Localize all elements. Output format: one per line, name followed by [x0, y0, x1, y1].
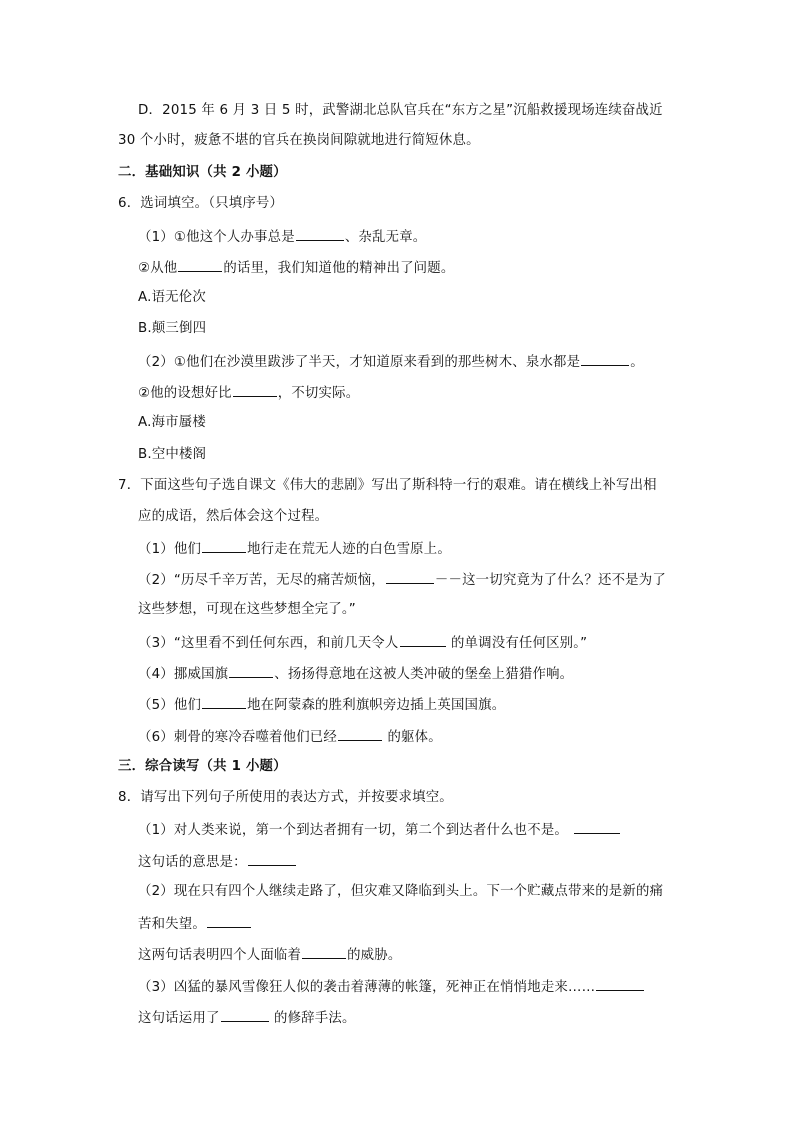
q7-s5-pre: （5）他们	[138, 698, 202, 713]
q7-sentence-4	[138, 663, 573, 685]
q7-stem-line1: 7．下面这些句子选自课文《伟大的悲剧》写出了斯科特一行的艰难。请在横线上补写出相	[118, 478, 657, 493]
q6-p1-b-pre: ②从他	[138, 261, 178, 276]
section-2-heading: 二．基础知识（共 2 小题）	[118, 165, 287, 180]
answer-blank[interactable]	[386, 569, 434, 584]
answer-blank[interactable]	[302, 944, 346, 959]
q7-sentence-2-line2: 这些梦想，可现在这些梦想全完了。”	[138, 602, 356, 617]
q6-option-b2: B.空中楼阁	[138, 447, 207, 462]
q6-p2-sentence-b	[138, 382, 359, 404]
answer-blank[interactable]	[229, 663, 273, 678]
q7-s4-pre: （4）挪威国旗	[138, 667, 229, 682]
q6-p1-b-post: 的话里，我们知道他的精神出了问题。	[223, 261, 455, 276]
q8-sentence-2-follow	[138, 944, 401, 966]
answer-blank[interactable]	[233, 382, 277, 397]
q7-sentence-2	[138, 569, 666, 591]
q6-p2-a-post: 。	[630, 355, 644, 370]
q8-s3-text: （3）凶猛的暴风雪像狂人似的袭击着薄薄的帐篷，死神正在悄悄地走来……	[138, 980, 596, 995]
q8-sentence-1-meaning	[138, 851, 297, 873]
q7-s2-post: －－这一切究竟为了什么？还不是为了	[434, 573, 666, 588]
q8-sentence-3	[138, 976, 645, 998]
answer-blank[interactable]	[207, 913, 251, 928]
q8-stem: 8．请写出下列句子所使用的表达方式，并按要求填空。	[118, 790, 453, 805]
q7-sentence-3	[138, 632, 587, 654]
q8-sentence-1	[138, 819, 621, 841]
q5-option-d-line1: D．2015 年 6 月 3 日 5 时，武警湖北总队官兵在“东方之星”沉船救援现场连续奋战近	[138, 103, 663, 118]
q6-p2-b-pre: ②他的设想好比	[138, 386, 232, 401]
q6-p1-sentence-b	[138, 257, 454, 279]
answer-blank[interactable]	[202, 694, 246, 709]
q7-s4-post: 、扬扬得意地在这被人类冲破的堡垒上猎猎作响。	[274, 667, 574, 682]
q6-option-a1: A.语无伦次	[138, 290, 206, 305]
q7-stem-line2: 应的成语，然后体会这个过程。	[138, 509, 329, 524]
answer-blank[interactable]	[178, 257, 222, 272]
q6-p2-b-post: ，不切实际。	[277, 386, 360, 401]
q7-s3-pre: （3）“这里看不到任何东西，和前几天令人	[138, 636, 399, 651]
q8-s2-line2-text: 苦和失望。	[138, 917, 206, 932]
q8-s3-follow-pre: 这句话运用了	[138, 1011, 220, 1026]
q7-s1-post: 地行走在荒无人迹的白色雪原上。	[247, 542, 451, 557]
answer-blank[interactable]	[221, 1007, 269, 1022]
q7-s1-pre: （1）他们	[138, 542, 202, 557]
q7-s6-pre: （6）刺骨的寒冷吞噬着他们已经	[138, 730, 337, 745]
q7-s5-post: 地在阿蒙森的胜利旗帜旁边插上英国国旗。	[247, 698, 506, 713]
q6-p2-sentence-a	[138, 351, 644, 373]
answer-blank[interactable]	[581, 351, 629, 366]
answer-blank[interactable]	[296, 226, 344, 241]
q8-s2-follow-pre: 这两句话表明四个人面临着	[138, 948, 302, 963]
q8-s2-follow-post: 的威胁。	[347, 948, 402, 963]
q6-option-a2: A.海市蜃楼	[138, 415, 206, 430]
answer-blank[interactable]	[202, 538, 246, 553]
q6-option-b1: B.颠三倒四	[138, 321, 207, 336]
q8-sentence-2-line2	[138, 913, 252, 935]
q7-s3-post: 的单调没有任何区别。”	[446, 636, 588, 651]
q8-s3-follow-post: 的修辞手法。	[269, 1011, 356, 1026]
answer-blank[interactable]	[400, 632, 446, 647]
answer-blank[interactable]	[338, 726, 382, 741]
q8-sentence-2-line1: （2）现在只有四个人继续走路了，但灾难又降临到头上。下一个贮藏点带来的是新的痛	[138, 884, 664, 899]
q8-s1-text: （1）对人类来说，第一个到达者拥有一切，第二个到达者什么也不是。	[138, 823, 569, 838]
q6-p1-a-post: 、杂乱无章。	[344, 230, 427, 245]
q6-p1-sentence-a	[138, 226, 426, 248]
q5-option-d-line2: 30 个小时，疲惫不堪的官兵在换岗间隙就地进行简短休息。	[118, 133, 480, 148]
answer-blank[interactable]	[248, 851, 296, 866]
q7-sentence-5	[138, 694, 505, 716]
q6-p1-a-pre: （1）①他这个人办事总是	[138, 230, 295, 245]
q8-s1-meaning-label: 这句话的意思是：	[138, 855, 247, 870]
q6-stem: 6．选词填空。（只填序号）	[118, 196, 284, 211]
q7-sentence-6	[138, 726, 442, 748]
q7-sentence-1	[138, 538, 451, 560]
section-3-heading: 三．综合读写（共 1 小题）	[118, 759, 287, 774]
q6-p2-a-pre: （2）①他们在沙漠里跋涉了半天，才知道原来看到的那些树木、泉水都是	[138, 355, 581, 370]
answer-blank[interactable]	[574, 819, 620, 834]
q8-sentence-3-follow	[138, 1007, 356, 1029]
q7-s6-post: 的躯体。	[383, 730, 442, 745]
answer-blank[interactable]	[596, 976, 644, 991]
q7-s2-pre: （2）“历尽千辛万苦，无尽的痛苦烦恼，	[138, 573, 385, 588]
